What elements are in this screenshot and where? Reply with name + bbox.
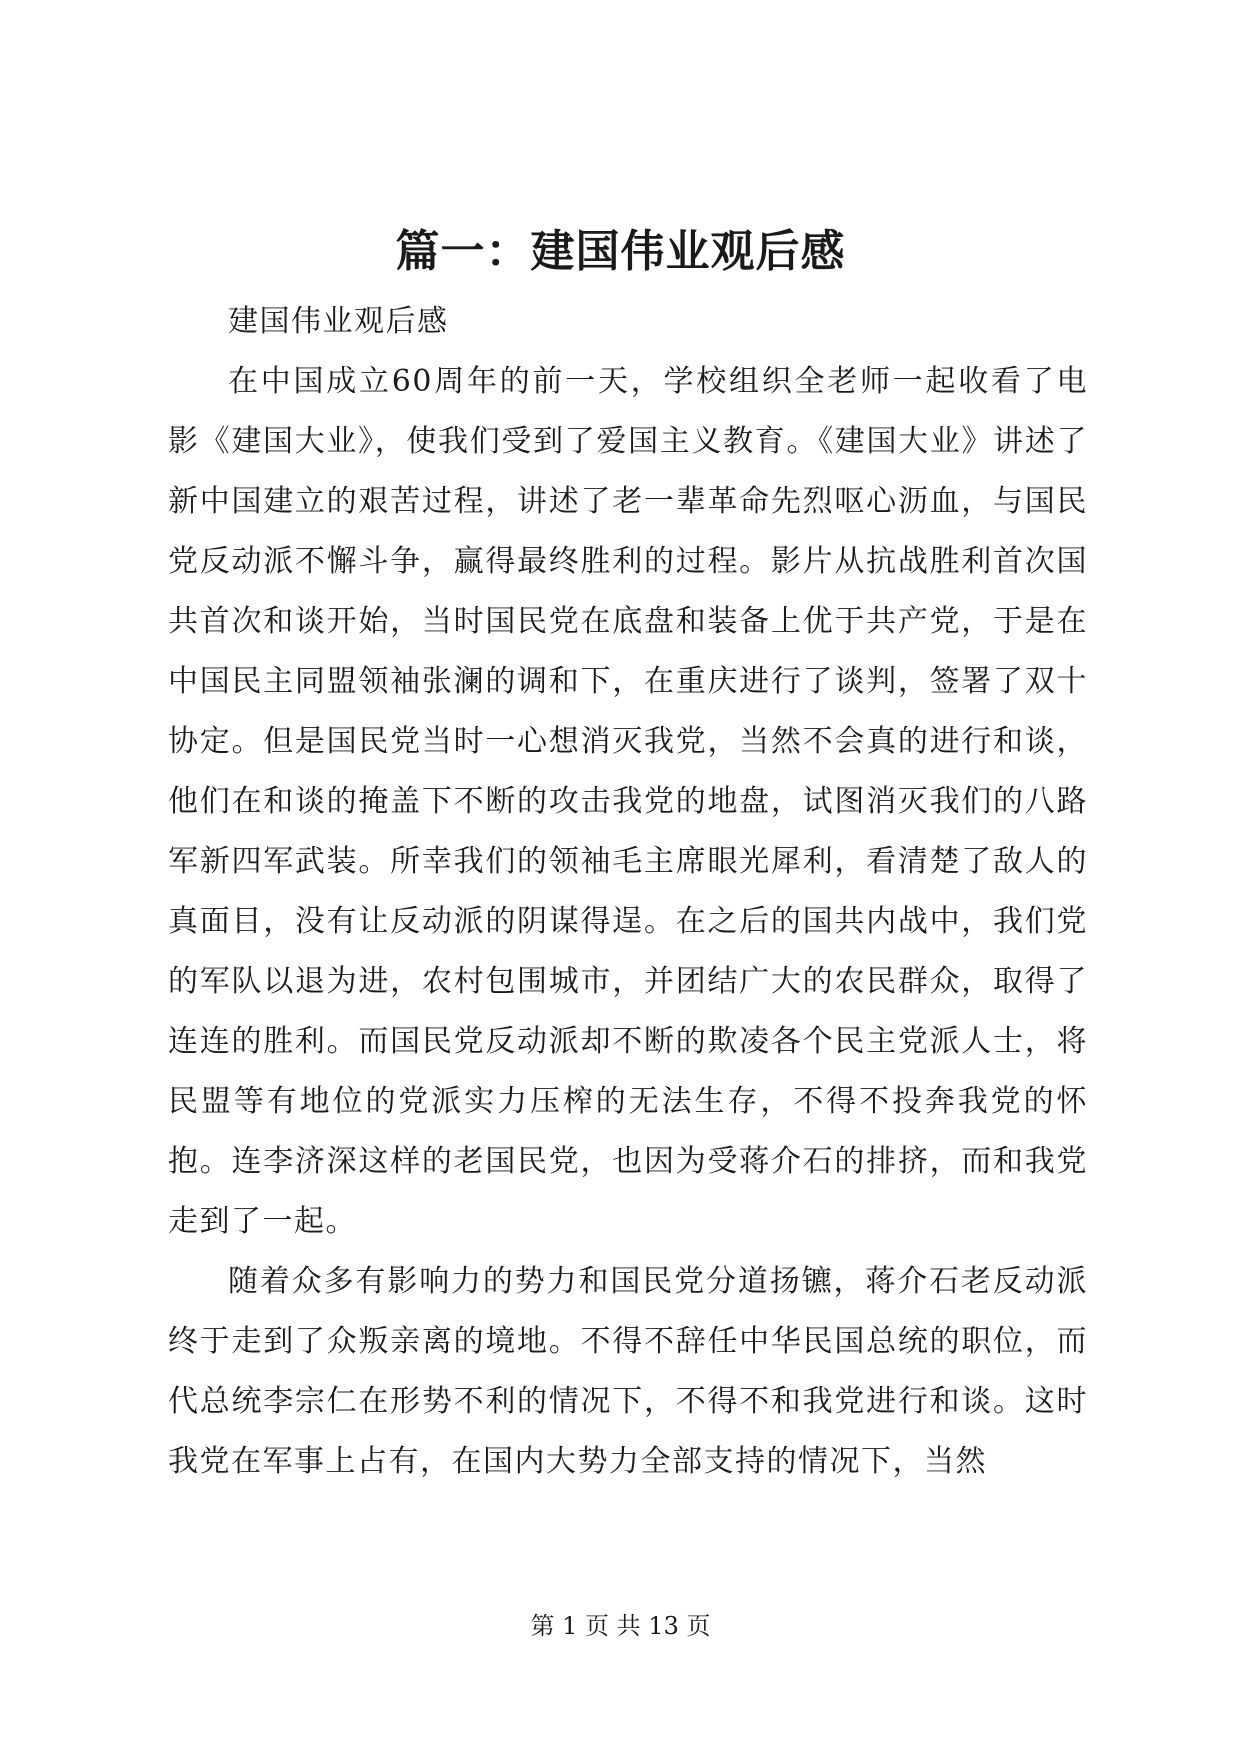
document-title: 篇一：建国伟业观后感 [395, 226, 846, 277]
body-paragraph: 随着众多有影响力的势力和国民党分道扬镳，蒋介石老反动派终于走到了众叛亲离的境地。不得不辞任中华民国总统的职位，而代总统李宗仁在形势不利的情况下，不得不和我党进行和谈。这时我党在军事上占有，在国内大势力全部支持的情况下，当然 [168, 1264, 1088, 1479]
body-paragraph: 在中国成立60周年的前一天，学校组织全老师一起收看了电影《建国大业》，使我们受到了爱国主义教育。《建国大业》讲述了新中国建立的艰苦过程，讲述了老一辈革命先烈呕心沥血，与国民党反动派不懈斗争，赢得最终胜利的过程。影片从抗战胜利首次国共首次和谈开始，当时国民党在底盘和装备上优于共产党，于是在中国民主同盟领袖张澜的调和下，在重庆进行了谈判，签署了双十协定。但是国民党当时一心想消灭我党，当然不会真的进行和谈，他们在和谈的掩盖下不断的攻击我党的地盘，试图消灭我们的八路军新四军武装。所幸我们的领袖毛主席眼光犀利，看清楚了敌人的真面目，没有让反动派的阴谋得逞。在之后的国共内战中，我们党的军队以退为进，农村包围城市，并团结广大的农民群众，取得了连连的胜利。而国民党反动派却不断的欺凌各个民主党派人士，将民盟等有地位的党派实力压榨的无法生存，不得不投奔我党的怀抱。连李济深这样的老国民党，也因为受蒋介石的排挤，而和我党走到了一起。 [168, 364, 1088, 1239]
page-footer: 第 1 页 共 13 页 [530, 1612, 711, 1640]
document-body [168, 292, 1088, 1492]
document-subtitle: 建国伟业观后感 [228, 304, 449, 339]
